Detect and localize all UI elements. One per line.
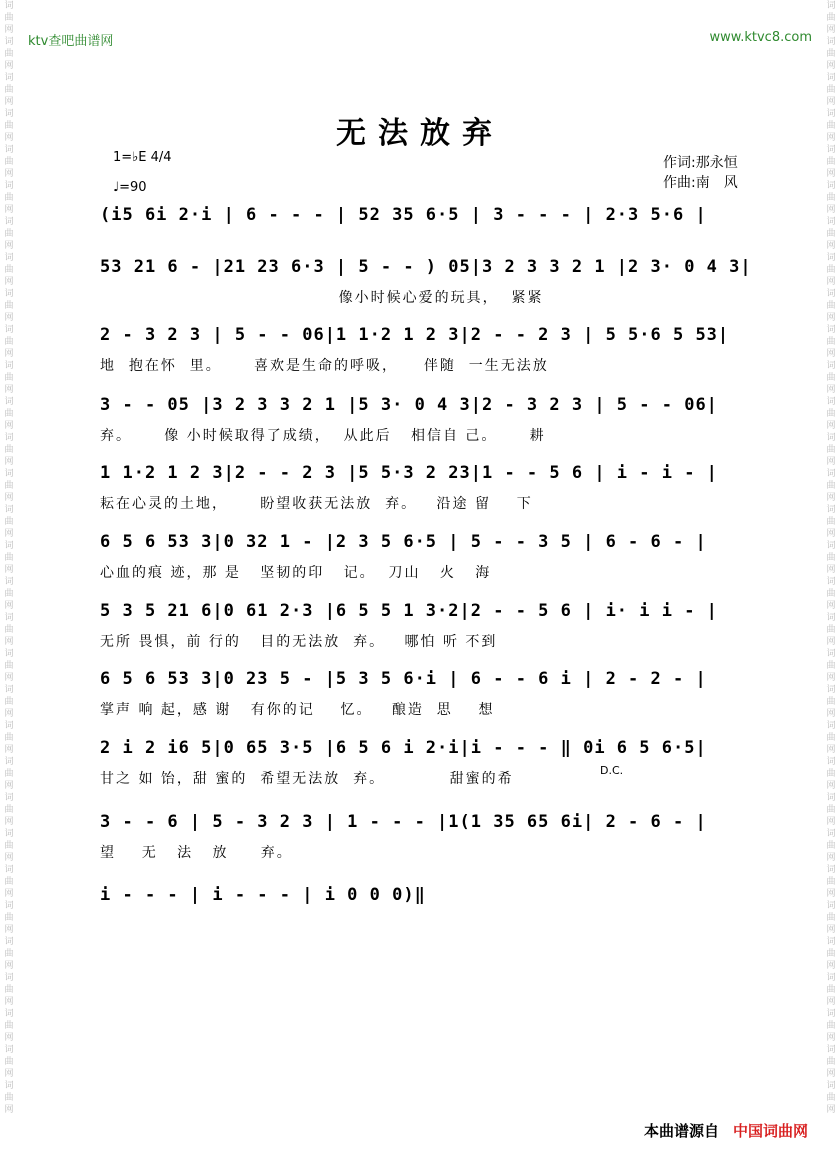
tempo-marking: ♩=90 (113, 180, 147, 195)
notation-line: 6 5 6 53 3|0 32 1 - |2 3 5 6·5 | 5 - - 3 5 | 6 - 6 - | (100, 532, 707, 552)
notation-line: 6 5 6 53 3|0 23 5 - |5 3 5 6·i | 6 - - 6 i | 2 - 2 - | (100, 669, 707, 689)
source-footer (644, 1120, 808, 1141)
lyric-line: 弃。 像 小时候取得了成绩， 从此后 相信自 己。 耕 (100, 428, 546, 444)
lyric-line: 耘在心灵的土地， 盼望收获无法放 弃。 沿途 留 下 (100, 496, 533, 512)
lyric-line: 心血的痕 迹，那 是 坚韧的印 记。 刀山 火 海 (100, 565, 492, 581)
lyric-line: 望 无 法 放 弃。 (100, 845, 293, 861)
notation-line: 53 21 6 - |21 23 6·3 | 5 - - ) 05|3 2 3 3 2 1 |2 3· 0 4 3| (100, 257, 752, 277)
score-system-9 (100, 738, 765, 800)
lyric-line: 像小时候心爱的玩具， 紧紧 (100, 290, 544, 306)
margin-watermark-right: 词曲网 词曲网 词曲网 词曲网 词曲网 词曲网 词曲网 词曲网 词曲网 词曲网 词曲网 词曲网 词曲网 词曲网 词曲网 词曲网 词曲网 词曲网 词曲网 词曲网 词曲网 词曲网 词曲网 词曲网 词曲网 词曲网 词曲网 词曲网 词曲网 词曲网 词曲网 (826, 1, 836, 1115)
lyric-line: 甘之 如 饴，甜 蜜的 希望无法放 弃。 甜蜜的希 (100, 771, 514, 787)
score-system-11 (100, 885, 765, 947)
score-system-2 (100, 257, 765, 319)
score-system-6 (100, 532, 765, 594)
song-title: 无法放弃 (336, 116, 504, 151)
lyric-line: 无所 畏惧，前 行的 目的无法放 弃。 哪怕 听 不到 (100, 634, 498, 650)
key-signature: 1=♭E 4/4 (113, 150, 172, 165)
notation-line: 1 1·2 1 2 3|2 - - 2 3 |5 5·3 2 23|1 - - 5 6 | i - i - | (100, 463, 718, 483)
notation-line: 3 - - 05 |3 2 3 3 2 1 |5 3· 0 4 3|2 - 3 2 3 | 5 - - 06| (100, 395, 718, 415)
lyricist-credit: 作词:那永恒 (663, 155, 738, 171)
da-capo-mark: D.C. (600, 764, 624, 777)
score-system-7 (100, 601, 765, 663)
site-url-right: www.ktvc8.com (709, 30, 812, 45)
score-system-8 (100, 669, 765, 731)
notation-line: 2 i 2 i6 5|0 65 3·5 |6 5 6 i 2·i|i - - - ‖ 0i 6 5 6·5| (100, 738, 707, 758)
notation-line: 5 3 5 21 6|0 61 2·3 |6 5 5 1 3·2|2 - - 5 6 | i· i i - | (100, 601, 718, 621)
score-system-5 (100, 463, 765, 525)
source-label: 本曲谱源自 (643, 1122, 719, 1140)
margin-watermark-left: 词曲网 词曲网 词曲网 词曲网 词曲网 词曲网 词曲网 词曲网 词曲网 词曲网 词曲网 词曲网 词曲网 词曲网 词曲网 词曲网 词曲网 词曲网 词曲网 词曲网 词曲网 词曲网 词曲网 词曲网 词曲网 词曲网 词曲网 词曲网 词曲网 词曲网 词曲网 (4, 1, 14, 1115)
composer-credit: 作曲:南 风 (663, 175, 738, 191)
notation-line: 2 - 3 2 3 | 5 - - 06|1 1·2 1 2 3|2 - - 2 3 | 5 5·6 5 53| (100, 325, 730, 345)
score-system-4 (100, 395, 765, 457)
notation-line: 3 - - 6 | 5 - 3 2 3 | 1 - - - |1(1 35 65 6i| 2 - 6 - | (100, 812, 707, 832)
score-system-10 (100, 812, 765, 874)
source-site-link[interactable]: 中国词曲网 (732, 1122, 808, 1140)
site-name-left: ktv查吧曲谱网 (28, 34, 114, 49)
lyric-line: 地 抱在怀 里。 喜欢是生命的呼吸， 伴随 一生无法放 (100, 358, 549, 374)
notation-line: (i5 6i 2·i | 6 - - - | 52 35 6·5 | 3 - - - | 2·3 5·6 | (100, 205, 707, 225)
lyric-line: 掌声 响 起，感 谢 有你的记 忆。 酿造 思 想 (100, 702, 495, 718)
notation-line: i - - - | i - - - | i 0 0 0)‖ (100, 885, 426, 905)
score-system-3 (100, 325, 765, 387)
